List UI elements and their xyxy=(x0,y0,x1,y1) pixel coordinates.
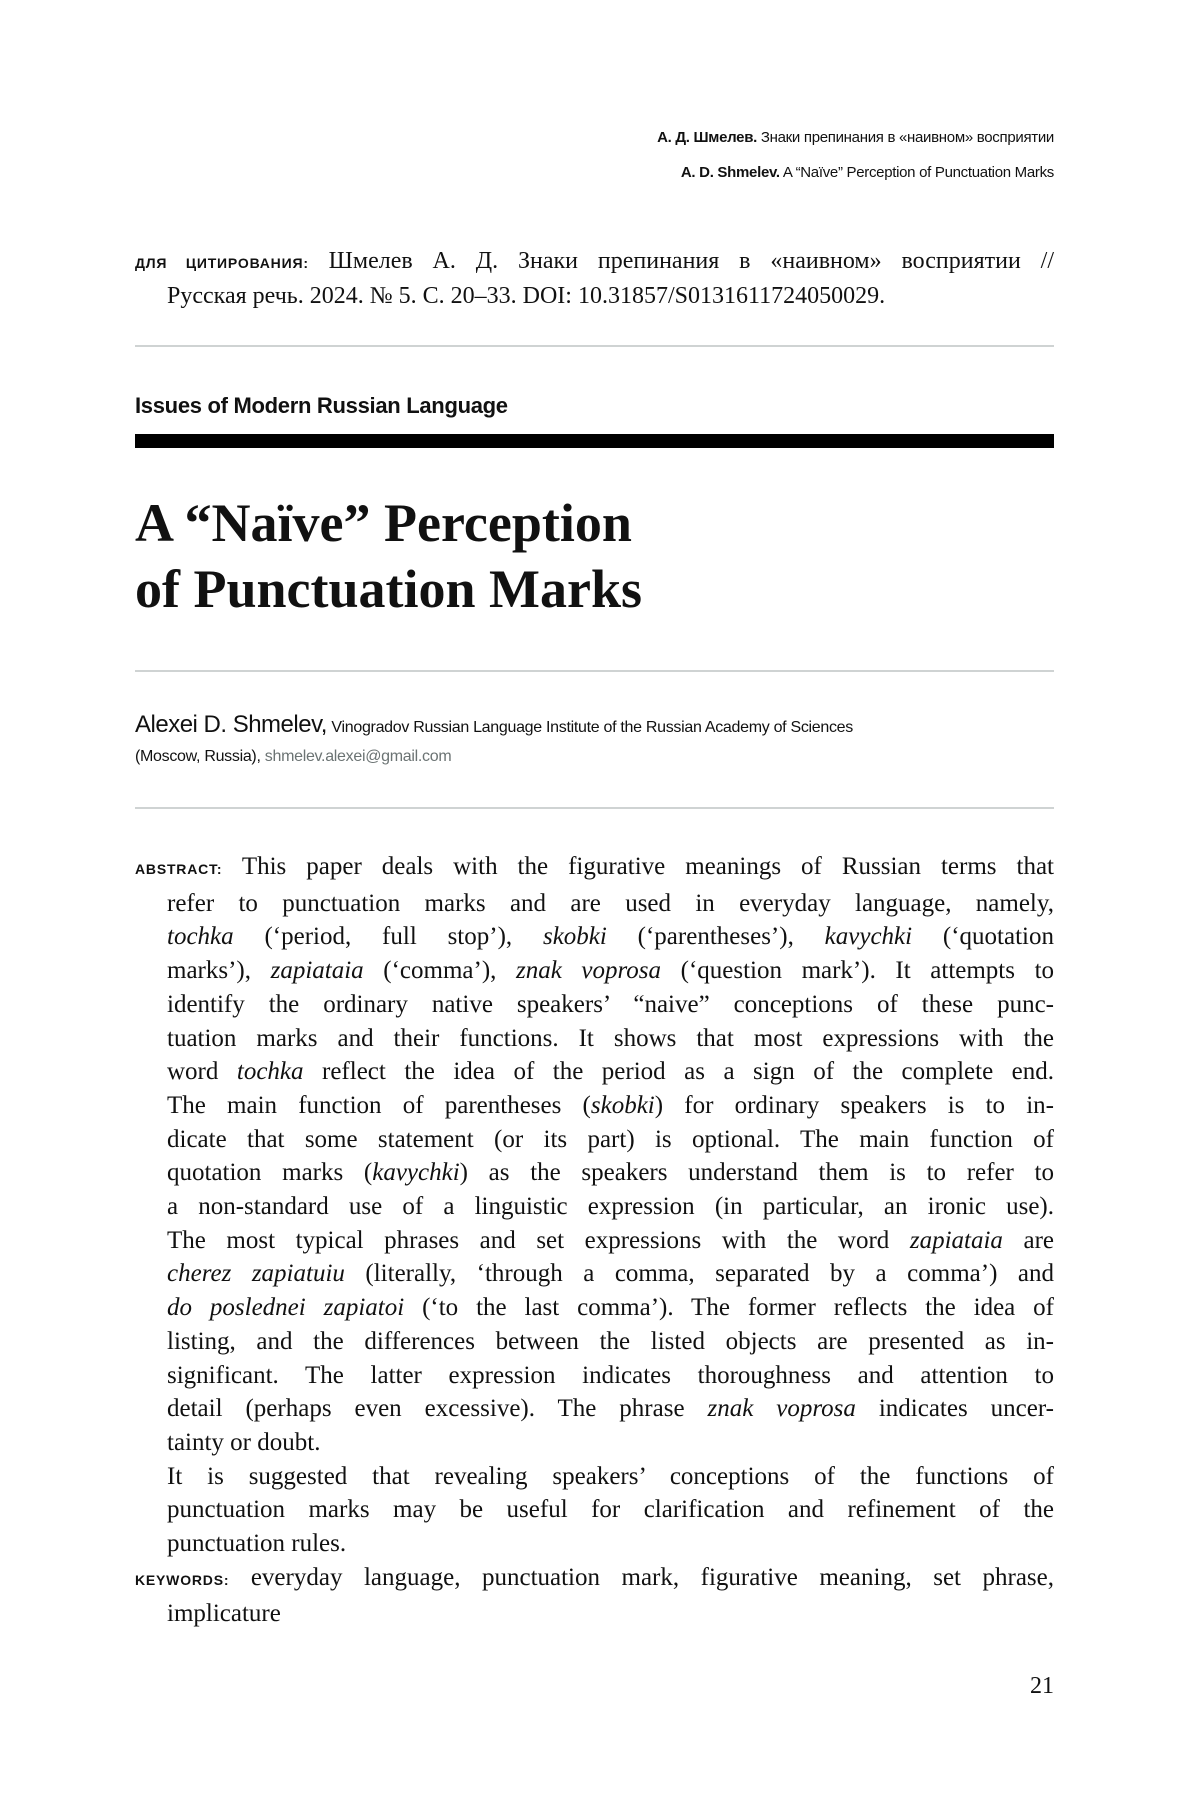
citation-text: Русская речь. 2024. № 5. С. 20–33. DOI: 10.31857/S0131611724050029. xyxy=(167,283,886,309)
abstract-text: quotation marks ( xyxy=(167,1159,373,1187)
abstract-text: (literally, ‘through a comma, separated by a comma’) and xyxy=(344,1260,1054,1288)
divider xyxy=(135,345,1054,347)
abstract-text: marks’), xyxy=(167,957,271,985)
abstract-line xyxy=(135,1392,1054,1426)
author-contact xyxy=(135,748,451,766)
title-line: A “Naïve” Perception xyxy=(135,493,632,553)
abstract-text: listing, and the differences between the listed objects are presented as in- xyxy=(167,1327,1054,1355)
abstract-text: (‘question mark’). It attempts to xyxy=(661,957,1055,985)
author-affiliation: Vinogradov Russian Language Institute of the Russian Academy of Sciences xyxy=(331,719,853,736)
abstract-line xyxy=(135,1055,1054,1089)
italic-term: do poslednei zapiatoi xyxy=(167,1294,405,1322)
author-location: (Moscow, Russia), xyxy=(135,748,261,765)
abstract-text: dicate that some statement (or its part) is optional. The main function of xyxy=(167,1125,1054,1153)
keywords-label: KEYWORDS: xyxy=(135,1571,230,1588)
running-header-ru xyxy=(657,129,1054,146)
author-email-link[interactable]: shmelev.alexei@gmail.com xyxy=(264,748,452,765)
italic-term: tochka xyxy=(167,923,234,951)
abstract-text: The main function of parentheses ( xyxy=(167,1091,591,1119)
abstract-text: (‘comma’), xyxy=(363,957,516,985)
abstract-text: The most typical phrases and set expressions with the word xyxy=(167,1226,910,1254)
abstract-text: This paper deals with the figurative meanings of Russian terms that xyxy=(222,853,1054,880)
abstract-text: (‘period, full stop’), xyxy=(233,923,543,951)
abstract-text: ) for ordinary speakers is to in- xyxy=(654,1091,1054,1119)
header-title: A “Naïve” Perception of Punctuation Marks xyxy=(782,164,1054,181)
italic-term: cherez zapiatuiu xyxy=(167,1260,345,1288)
citation-label: ДЛЯ ЦИТИРОВАНИЯ: xyxy=(135,255,309,271)
italic-term: znak voprosa xyxy=(707,1395,856,1423)
abstract-line xyxy=(135,1190,1054,1224)
abstract-text: detail (perhaps even excessive). The phrase xyxy=(167,1395,708,1423)
citation-line xyxy=(135,280,1054,313)
abstract-text: refer to punctuation marks and are used in everyday language, namely, xyxy=(167,889,1054,917)
abstract-text: punctuation rules. xyxy=(167,1530,347,1558)
abstract-line xyxy=(135,1291,1054,1325)
abstract-text: are xyxy=(1002,1226,1054,1254)
abstract-line xyxy=(135,1426,1054,1460)
abstract-text: ) as the speakers understand them is to refer to xyxy=(459,1159,1054,1187)
abstract-text: significant. The latter expression indicates thoroughness and attention to xyxy=(167,1361,1054,1389)
page-number: 21 xyxy=(1030,1673,1054,1699)
abstract-line xyxy=(135,1224,1054,1258)
italic-term: kavychki xyxy=(824,923,913,951)
running-header-en xyxy=(681,164,1054,181)
title-line: of Punctuation Marks xyxy=(135,559,643,619)
abstract-line xyxy=(135,1123,1054,1157)
italic-term: tochka xyxy=(236,1058,304,1086)
abstract-text: punctuation marks may be useful for clarification and refinement of the xyxy=(167,1496,1054,1524)
divider xyxy=(135,670,1054,672)
citation-line xyxy=(135,245,1054,280)
italic-term: kavychki xyxy=(372,1159,460,1187)
citation xyxy=(135,245,1054,313)
keywords-text: implicature xyxy=(167,1600,281,1628)
abstract-text: a non-standard use of a linguistic expression (in particular, an ironic use). xyxy=(167,1193,1054,1221)
italic-term: znak voprosa xyxy=(515,957,662,985)
italic-term: zapiataia xyxy=(909,1226,1003,1254)
header-title: Знаки препинания в «наивном» восприятии xyxy=(760,129,1054,146)
header-author: A. D. Shmelev. xyxy=(680,164,780,181)
abstract-line xyxy=(135,920,1054,954)
article-title xyxy=(135,490,642,622)
abstract-line xyxy=(135,1359,1054,1393)
keywords-line xyxy=(135,1597,1054,1631)
abstract-text: tuation marks and their functions. It shows that most expressions with the xyxy=(167,1024,1054,1052)
abstract-line xyxy=(135,954,1054,988)
italic-term: skobki xyxy=(542,923,607,951)
abstract-line xyxy=(135,1156,1054,1190)
abstract-line xyxy=(135,1493,1054,1527)
abstract-line xyxy=(135,1527,1054,1561)
abstract-text: (‘quotation xyxy=(912,923,1054,951)
abstract-line xyxy=(135,1460,1054,1494)
abstract-text: (‘parentheses’), xyxy=(606,923,825,951)
abstract xyxy=(135,850,1054,1631)
abstract-line xyxy=(135,1089,1054,1123)
section-heading: Issues of Modern Russian Language xyxy=(135,393,508,418)
keywords-line xyxy=(135,1561,1054,1598)
abstract-text: word xyxy=(167,1058,237,1086)
abstract-text: identify the ordinary native speakers’ “naive” conceptions of these punc- xyxy=(167,990,1054,1018)
abstract-text: It is suggested that revealing speakers’ conceptions of the functions of xyxy=(167,1462,1054,1490)
italic-term: skobki xyxy=(590,1091,655,1119)
abstract-line xyxy=(135,887,1054,921)
citation-text: Шмелев А. Д. Знаки препинания в «наивном» восприятии // xyxy=(328,248,1055,274)
abstract-label: ABSTRACT: xyxy=(135,861,223,877)
abstract-line xyxy=(135,850,1054,887)
abstract-text: tainty or doubt. xyxy=(167,1428,321,1456)
abstract-text: (‘to the last comma’). The former reflects the idea of xyxy=(404,1294,1054,1322)
abstract-text: reflect the idea of the period as a sign of the complete end. xyxy=(303,1058,1054,1086)
abstract-text: indicates uncer- xyxy=(855,1395,1054,1423)
author-name: Alexei D. Shmelev, xyxy=(135,711,327,738)
abstract-line xyxy=(135,1325,1054,1359)
section-rule xyxy=(135,434,1054,448)
italic-term: zapiataia xyxy=(270,957,364,985)
divider xyxy=(135,807,1054,809)
keywords-text: everyday language, punctuation mark, figurative meaning, set phrase, xyxy=(229,1563,1054,1591)
abstract-line xyxy=(135,988,1054,1022)
abstract-line xyxy=(135,1022,1054,1056)
abstract-body xyxy=(135,850,1054,1561)
header-author: А. Д. Шмелев. xyxy=(657,129,757,146)
author-info xyxy=(135,711,853,739)
abstract-line xyxy=(135,1257,1054,1291)
